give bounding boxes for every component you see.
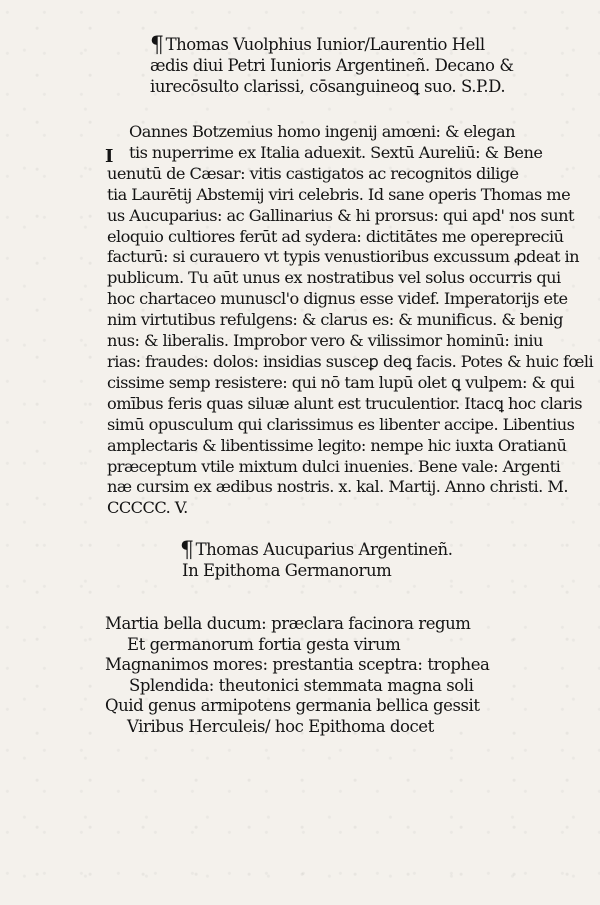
poem-line: Quid genus armipotens germania bellica gessit (105, 696, 480, 716)
heading-line: ¶ Thomas Vuolphius Iunior/Laurentio Hell (150, 33, 485, 58)
poem-line: Viribus Herculeis/ hoc Epithoma docet (127, 716, 434, 736)
paragraph-mark: ¶ (150, 33, 164, 58)
body-line: eloquio cultiores ferūt ad sydera: dictitātes me operepreciū (107, 226, 564, 246)
body-line: facturū: si curauero vt typis venustioribus excussum ꝓdeat in (107, 247, 580, 267)
poem-line: Splendida: theutonici stemmata magna soli (129, 675, 474, 695)
body-line: tia Laurētij Abstemij viri celebris. Id sane operis Thomas me (107, 184, 571, 204)
body-line: omībus feris quas siluæ alunt est truculentior. Itacꝗ hoc claris (107, 393, 583, 413)
guide-initial: I (105, 146, 114, 167)
subheading-line: ¶ Thomas Aucuparius Argentineñ. (180, 538, 453, 563)
body-line: næ cursim ex ædibus nostris. x. kal. Martij. Anno christi. M. (107, 477, 568, 497)
poem-line: Et germanorum fortia gesta virum (127, 634, 401, 654)
paragraph-mark: ¶ (180, 538, 194, 563)
heading-line: ædis diui Petri Iunioris Argentineñ. Decano & (150, 56, 514, 75)
body-line: us Aucuparius: ac Gallinarius & hi prorsus: qui apd' nos sunt (107, 205, 574, 225)
body-line: uenutū de Cæsar: vitis castigatos ac recognitos dilige (107, 163, 519, 183)
body-line: Oannes Botzemius homo ingenij amœni: & elegan (129, 122, 515, 141)
poem-line: Magnanimos mores: prestantia sceptra: trophea (105, 655, 490, 675)
body-line: nus: & liberalis. Improbor vero & vilissimor hominū: iniu (107, 331, 543, 351)
body-line: rias: fraudes: dolos: insidias susceꝑ deꝗ facis. Potes & huic fœli (107, 351, 594, 371)
poem-heading (180, 540, 510, 582)
body-line: publicum. Tu aūt unus ex nostratibus vel solus occurris qui (107, 268, 561, 288)
dedication-heading (150, 35, 560, 97)
subheading-line: In Epithoma Germanorum (182, 561, 392, 580)
heading-line: iurecōsulto clarissi, cōsanguineoꝗ suo. S.P.D. (150, 76, 506, 96)
body-line: amplectaris & libentissime legito: nempe hic iuxta Oratianū (107, 435, 567, 455)
poem (105, 614, 505, 738)
body-line: simū opusculum qui clarissimus es libenter accipe. Libentius (107, 414, 575, 434)
poem-line: Martia bella ducum: præclara facinora regum (105, 614, 471, 633)
letter-body (107, 122, 594, 519)
body-line: cissime semp resistere: qui nō tam lupū olet ꝗ vulpem: & qui (107, 372, 575, 392)
body-line: tis nuperrime ex Italia aduexit. Sextū Aureliū: & Bene (129, 142, 543, 162)
body-line: præceptum vtile mixtum dulci inuenies. Bene vale: Argenti (107, 456, 561, 476)
body-line: nim virtutibus refulgens: & clarus es: & munificus. & benig (107, 310, 563, 330)
body-line: hoc chartaceo munuscl'o dignus esse videf. Imperatorijs ete (107, 289, 568, 309)
body-line: CCCCC. V. (107, 498, 188, 518)
